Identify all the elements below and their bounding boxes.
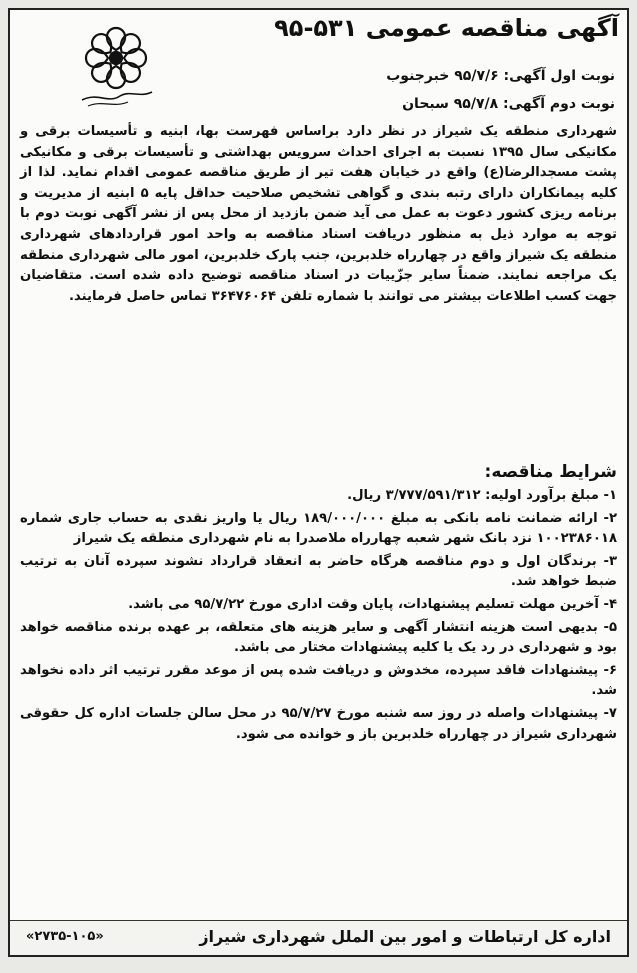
- flower-logo-icon: [68, 24, 164, 110]
- tender-notice: [8, 8, 629, 957]
- notice-paragraph: شهرداری منطقه یک شیراز در نظر دارد براساس فهرست بها، ابنیه و تأسیسات برقی و مکانیکی سال ۱۳۹۵ نسبت به اجرای احداث سرویس بهداشتی و تأسیسات برقی و مکانیکی پشت مسجدالرضا(ع) واقع در خیابان هفت تیر از طریق مناقصه عمومی اقدام نماید. لذا از کلیه پیمانکاران دارای رتبه بندی و گواهی تشخیص صلاحیت حداقل پایه ۵ ابنیه از مدیریت و برنامه ریزی کشور دعوت به عمل می آید ضمن بازدید از محل پس از نشر آگهی نوبت دوم با توجه به موارد ذیل به منظور دریافت اسناد مناقصه به واحد امور قراردادهای شهرداری منطقه یک شیراز واقع در چهارراه خلدبرین، جنب پارک خلدبرین، امور مالی شهرداری منطقه یک مراجعه نمایند. ضمناً سایر جزّییات در اسناد مناقصه توضیح داده شده است. متقاضیان جهت کسب اطلاعات بیشتر می توانند با شماره تلفن ۳۶۴۷۶۰۶۴ تماس حاصل فرمایند.: [20, 124, 618, 304]
- condition-item-4: ۴- آخرین مهلت تسلیم پیشنهادات، پایان وقت اداری مورخ ۹۵/۷/۲۲ می باشد.: [128, 596, 617, 612]
- first-publication-line: نوبت اول آگهی: ۹۵/۷/۶ خبرجنوب: [386, 68, 615, 84]
- condition-item-2: ۲- ارائه ضمانت نامه بانکی به مبلغ ۱۸۹/۰۰۰/۰۰۰ ریال یا واریز نقدی به حساب جاری شماره ۱۰۰۲۳۸۶۰۱۸ نزد بانک شهر شعبه چهارراه ملاصدرا به نام شهرداری منطقه یک شیراز: [20, 510, 617, 547]
- notice-footer: [10, 920, 627, 955]
- condition-item-6: ۶- پیشنهادات فاقد سپرده، مخدوش و دریافت شده پس از موعد مقرر ترتیب اثر داده نخواهد شد.: [20, 662, 617, 699]
- second-publication-line: نوبت دوم آگهی: ۹۵/۷/۸ سبحان: [402, 96, 615, 112]
- condition-item-1: ۱- مبلغ برآورد اولیه: ۳/۷۷۷/۵۹۱/۳۱۲ ریال.: [347, 488, 617, 503]
- notice-title: آگهی مناقصه عمومی ۵۳۱-۹۵: [274, 14, 619, 42]
- condition-item-3: ۳- برندگان اول و دوم مناقصه هرگاه حاضر به انعقاد قرارداد نشوند سپرده آنان به ترتیب ضبط خواهد شد.: [20, 553, 617, 590]
- notice-header: [10, 10, 627, 122]
- issuer-name: اداره کل ارتباطات و امور بین الملل شهرداری شیراز: [199, 927, 611, 946]
- conditions-title: شرایط مناقصه:: [484, 462, 617, 482]
- conditions-list: [20, 486, 617, 747]
- condition-item-5: ۵- بدیهی است هزینه انتشار آگهی و سایر هزینه های متعلقه، بر عهده برنده مناقصه خواهد بود و شهرداری در رد یک یا کلیه پیشنهادات مختار می باشد.: [20, 619, 617, 656]
- notice-code: «۲۷۳۵-۱۰۵»: [26, 929, 104, 944]
- shiraz-municipality-logo: [68, 24, 164, 110]
- condition-item-7: ۷- پیشنهادات واصله در روز سه شنبه مورخ ۹۵/۷/۲۷ در محل سالن جلسات اداره کل حقوقی شهرداری شیراز در چهارراه خلدبرین باز و خوانده می شود.: [20, 705, 617, 742]
